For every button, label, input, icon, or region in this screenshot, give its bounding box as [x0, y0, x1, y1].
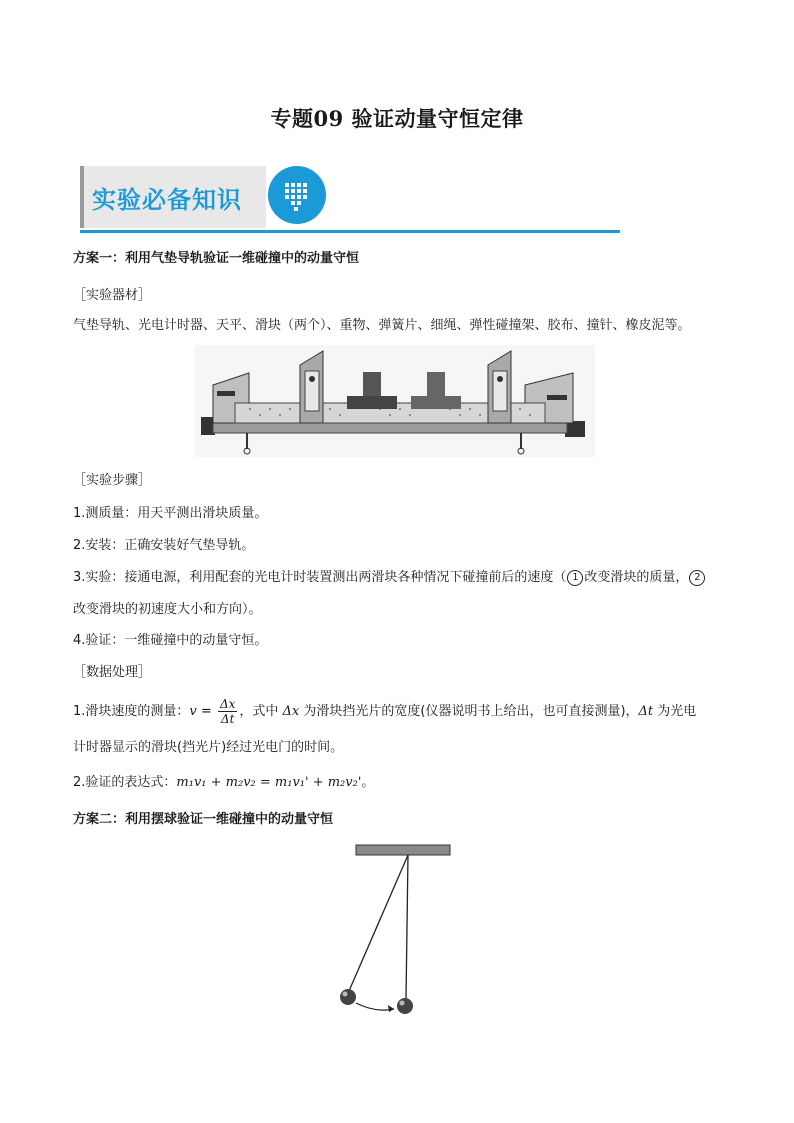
delta-t-symbol: Δt: [638, 704, 654, 719]
grid-dots-icon: [268, 166, 326, 224]
d2-label: 2.验证的表达式：: [73, 775, 177, 790]
d1-text-a: 1.滑块速度的测量：: [73, 704, 190, 719]
equipment-text: 气垫导轨、光电计时器、天平、滑块（两个）、重物、弹簧片、细绳、弹性碰撞架、胶布、撞针、橡皮泥等。: [73, 318, 691, 333]
velocity-fraction: [218, 697, 237, 726]
circled-number-2: 2: [689, 570, 705, 586]
d1-text-c: 为滑块挡光片的宽度(仪器说明书上给出，也可直接测量)，: [299, 704, 639, 719]
data-processing-label: ［数据处理］: [73, 665, 152, 680]
section-divider: [80, 230, 620, 233]
step-2: 2.安装：正确安装好气垫导轨。: [73, 538, 255, 553]
step-1: 1.测质量：用天平测出滑块质量。: [73, 506, 268, 521]
pendulum-illustration: [330, 843, 460, 1023]
step-3-text-a: 3.实验：接通电源，利用配套的光电计时装置测出两滑块各种情况下碰撞前后的速度（: [73, 570, 567, 585]
delta-x-symbol: Δx: [282, 704, 300, 719]
section-banner-label: 实验必备知识: [92, 186, 242, 214]
air-track-illustration: [195, 345, 595, 457]
data-item-1-line2: 计时器显示的滑块(挡光片)经过光电门的时间。: [73, 740, 344, 755]
step-4: 4.验证：一维碰撞中的动量守恒。: [73, 633, 268, 648]
plan2-heading: 方案二：利用摆球验证一维碰撞中的动量守恒: [73, 812, 334, 827]
page-title: 专题09 验证动量守恒定律: [270, 106, 524, 131]
data-item-2: [73, 774, 374, 792]
circled-number-1: 1: [567, 570, 583, 586]
fraction-denominator: Δt: [220, 712, 235, 726]
momentum-formula: m₁v₁ + m₂v₂ = m₁v₁' + m₂v₂': [176, 775, 362, 790]
equals-sign: =: [196, 704, 216, 719]
step-3-text-b: 改变滑块的质量，: [584, 570, 689, 585]
fraction-numerator: Δx: [219, 697, 236, 711]
step-3-line2: 改变滑块的初速度大小和方向）。: [73, 602, 262, 617]
equipment-label: ［实验器材］: [73, 288, 152, 303]
data-item-1-line1: [73, 697, 696, 727]
d1-text-d: 为光电: [653, 704, 697, 719]
d2-end: 。: [361, 775, 375, 790]
velocity-symbol: v: [189, 704, 197, 719]
step-3-line1: [73, 569, 706, 587]
steps-label: ［实验步骤］: [73, 473, 152, 488]
d1-text-b: ，式中: [239, 704, 283, 719]
plan1-heading: 方案一：利用气垫导轨验证一维碰撞中的动量守恒: [73, 251, 360, 266]
